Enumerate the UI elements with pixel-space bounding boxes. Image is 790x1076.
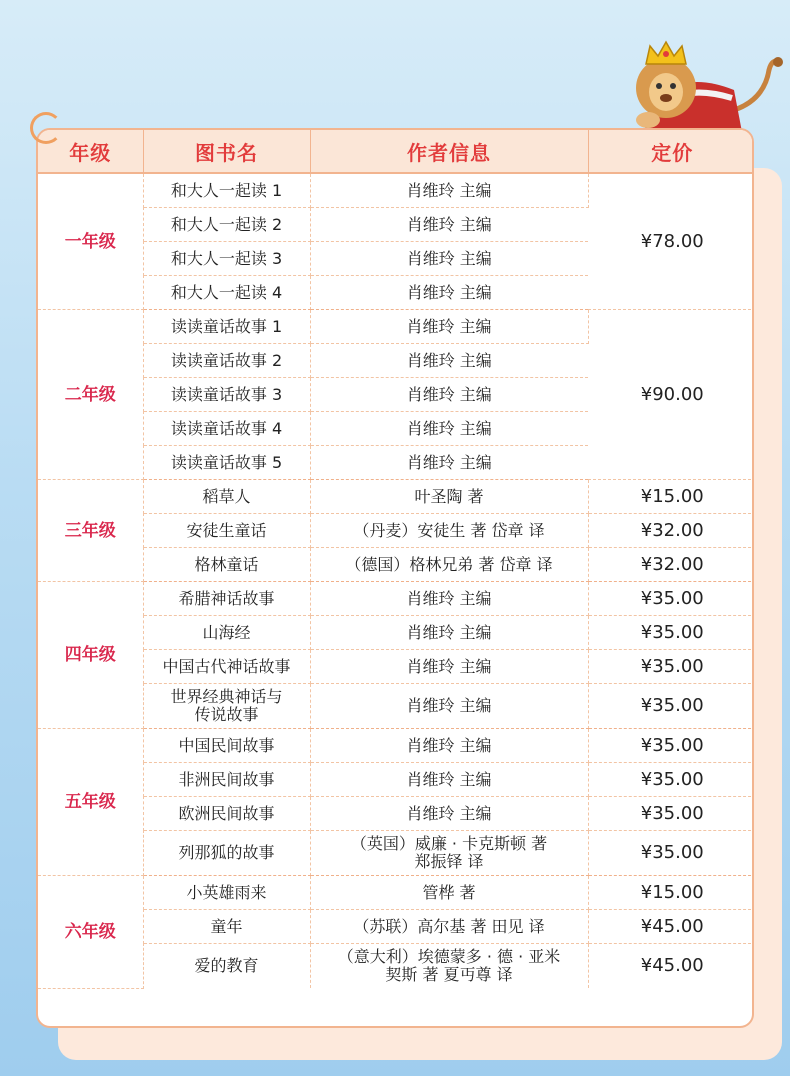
- title-cell: 读读童话故事 4: [143, 412, 310, 446]
- table-body: [38, 173, 754, 988]
- title-cell: 小英雄雨来: [143, 876, 310, 910]
- price-cell: ¥35.00: [588, 763, 754, 797]
- title-cell: 和大人一起读 3: [143, 242, 310, 276]
- title-cell: 读读童话故事 1: [143, 310, 310, 344]
- author-cell: （丹麦）安徒生 著 岱章 译: [310, 514, 588, 548]
- price-cell: ¥32.00: [588, 548, 754, 582]
- author-cell: 肖维玲 主编: [310, 684, 588, 729]
- table-row: [38, 514, 754, 548]
- price-cell: ¥45.00: [640, 955, 704, 976]
- price-cell: ¥35.00: [588, 616, 754, 650]
- grade-cell: 一年级: [38, 173, 143, 310]
- title-cell: 读读童话故事 2: [143, 344, 310, 378]
- title-cell: 童年: [143, 910, 310, 944]
- price-cell: ¥35.00: [588, 831, 754, 876]
- title-cell: 和大人一起读 4: [143, 276, 310, 310]
- author-cell: 肖维玲 主编: [310, 344, 588, 378]
- title-cell: 列那狐的故事: [143, 831, 310, 876]
- author-cell: 肖维玲 主编: [310, 276, 588, 310]
- table-row: [38, 582, 754, 616]
- title-cell: 欧洲民间故事: [143, 797, 310, 831]
- author-cell: 肖维玲 主编: [310, 797, 588, 831]
- author-cell: 肖维玲 主编: [310, 378, 588, 412]
- header-grade: 年级: [38, 130, 143, 173]
- author-cell: （意大利）埃德蒙多 · 德 · 亚米 契斯 著 夏丏尊 译: [310, 944, 588, 989]
- author-cell: 肖维玲 主编: [310, 650, 588, 684]
- price-cell: ¥15.00: [588, 876, 754, 910]
- title-cell: 和大人一起读 1: [143, 173, 310, 208]
- author-cell: 肖维玲 主编: [310, 616, 588, 650]
- author-cell: 肖维玲 主编: [310, 310, 588, 344]
- title-cell: 爱的教育: [143, 944, 310, 989]
- price-cell: ¥90.00: [588, 310, 754, 480]
- header-price: 定价: [588, 130, 754, 173]
- grade-cell: 三年级: [38, 480, 143, 582]
- table-row: [38, 944, 754, 989]
- table-row: [38, 173, 754, 208]
- grade-cell: 二年级: [38, 310, 143, 480]
- title-cell: 非洲民间故事: [143, 763, 310, 797]
- title-cell: 中国古代神话故事: [143, 650, 310, 684]
- author-cell: 肖维玲 主编: [310, 729, 588, 763]
- table-row: [38, 763, 754, 797]
- lion-king-icon: [614, 40, 784, 132]
- title-cell: 格林童话: [143, 548, 310, 582]
- author-cell: （德国）格林兄弟 著 岱章 译: [310, 548, 588, 582]
- table-row: [38, 797, 754, 831]
- price-cell: ¥78.00: [588, 173, 754, 310]
- title-cell: 安徒生童话: [143, 514, 310, 548]
- price-cell: ¥45.00: [588, 910, 754, 944]
- title-cell: 中国民间故事: [143, 729, 310, 763]
- table-row: [38, 310, 754, 344]
- title-cell: 读读童话故事 3: [143, 378, 310, 412]
- title-cell: 稻草人: [143, 480, 310, 514]
- author-cell: （苏联）高尔基 著 田见 译: [310, 910, 588, 944]
- author-cell: 肖维玲 主编: [310, 208, 588, 242]
- table-row: [38, 548, 754, 582]
- grade-cell: 四年级: [38, 582, 143, 729]
- table-row: [38, 831, 754, 876]
- title-cell: 世界经典神话与 传说故事: [143, 684, 310, 729]
- price-cell: ¥35.00: [588, 582, 754, 616]
- title-cell: 希腊神话故事: [143, 582, 310, 616]
- title-cell: 读读童话故事 5: [143, 446, 310, 480]
- author-cell: 肖维玲 主编: [310, 242, 588, 276]
- header-author: 作者信息: [310, 130, 588, 173]
- grade-cell: 六年级: [38, 876, 143, 989]
- swirl-decoration-icon: [30, 112, 62, 144]
- table-row: [38, 684, 754, 729]
- author-cell: 肖维玲 主编: [310, 446, 588, 480]
- table-row: [38, 876, 754, 910]
- table-row: [38, 729, 754, 763]
- price-cell: ¥35.00: [588, 797, 754, 831]
- author-cell: 肖维玲 主编: [310, 763, 588, 797]
- price-cell: ¥32.00: [588, 514, 754, 548]
- author-cell: 肖维玲 主编: [310, 173, 588, 208]
- price-cell: ¥35.00: [588, 729, 754, 763]
- author-cell: 管桦 著: [310, 876, 588, 910]
- author-cell: 肖维玲 主编: [310, 412, 588, 446]
- title-cell: 和大人一起读 2: [143, 208, 310, 242]
- price-cell: ¥15.00: [588, 480, 754, 514]
- author-cell: 叶圣陶 著: [310, 480, 588, 514]
- table-row: [38, 650, 754, 684]
- book-list-card: [36, 128, 754, 1028]
- price-cell: ¥35.00: [588, 684, 754, 729]
- header-title: 图书名: [143, 130, 310, 173]
- author-cell: （英国）威廉 · 卡克斯顿 著 郑振铎 译: [310, 831, 588, 876]
- title-cell: 山海经: [143, 616, 310, 650]
- grade-cell: 五年级: [38, 729, 143, 876]
- header-row: [38, 130, 754, 173]
- table-row: [38, 480, 754, 514]
- book-list-table: [38, 130, 754, 989]
- table-row: [38, 616, 754, 650]
- price-cell: ¥35.00: [588, 650, 754, 684]
- author-cell: 肖维玲 主编: [310, 582, 588, 616]
- table-row: [38, 910, 754, 944]
